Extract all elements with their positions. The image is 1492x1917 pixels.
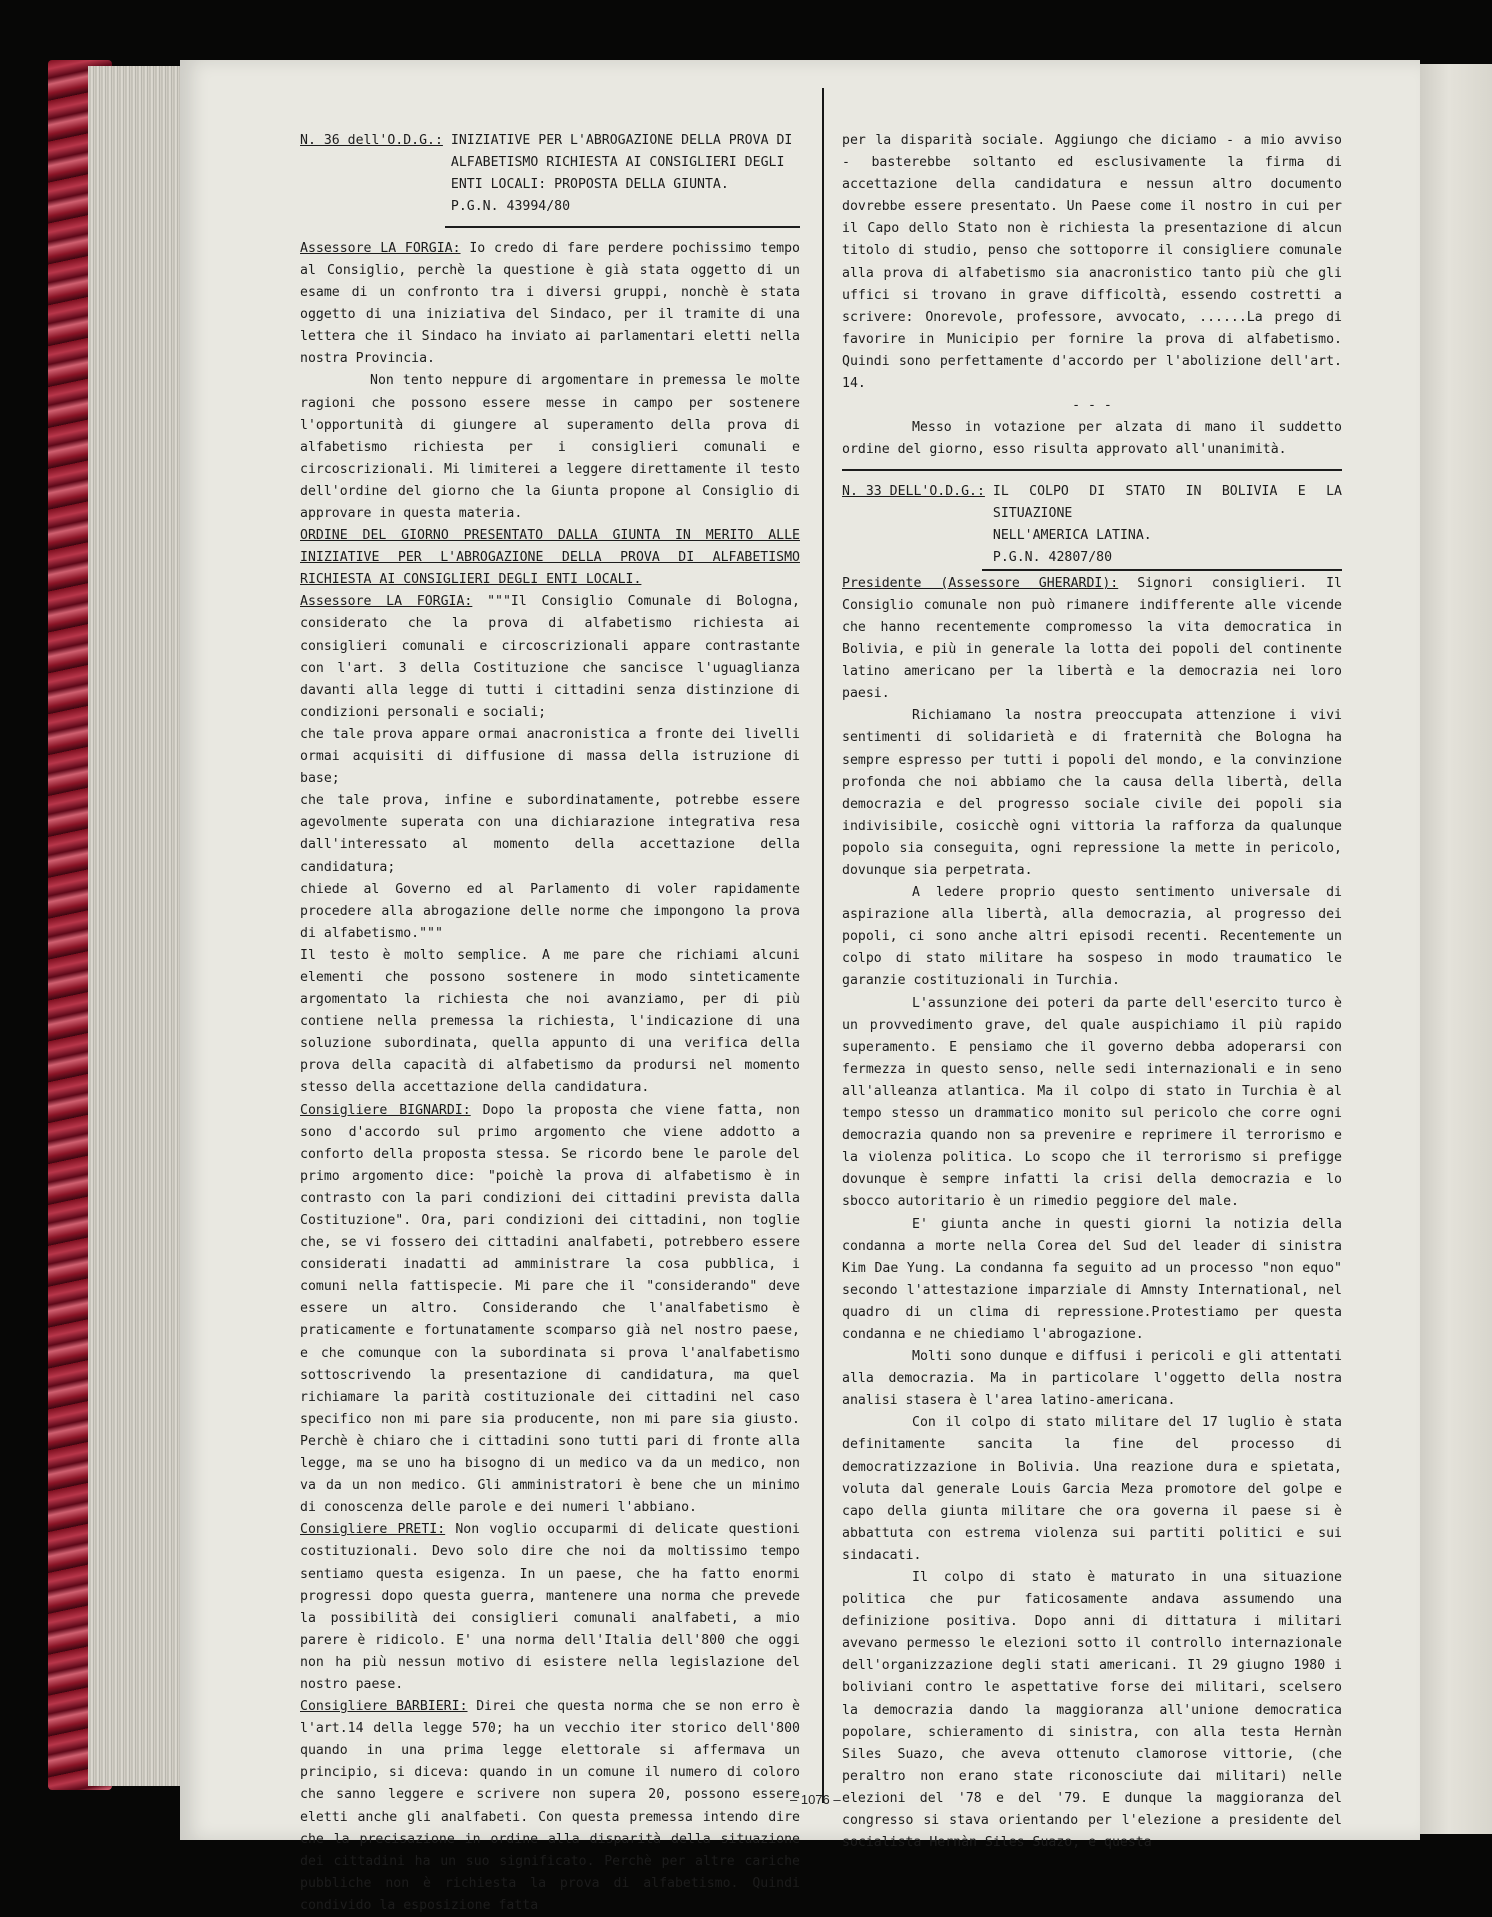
agenda-title-line: ALFABETISMO RICHIESTA AI CONSIGLIERI DEGLI (450, 155, 785, 171)
next-page-edge (1420, 64, 1492, 1834)
speech-paragraph (300, 591, 800, 724)
speech-paragraph: E' giunta anche in questi giorni la notizia della condanna a morte nella Corea del Sud del leader di sinistra Kim Dae Yung. La condanna fa seguito ad un processo "non equo" secondo l'attestazione imparziale di Amnsty International, nel quadro di un clima di repressione.Protestiamo per questa condanna e ne chiediamo l'abrogazione. (842, 1216, 1342, 1342)
speech-text: Direi che questa norma che se non erro è l'art.14 della legge 570; ha un vecchio iter storico dell'800 quando in una prima legge elettorale si affermava un principio, si diceva: quando in un comune il numero di coloro che sanno leggere e scrivere non supera 20, possono essere eletti anche gli analfabeti. Con questa premessa intendo dire che la precisazione in ordine alla disparità della situazione dei cittadini ha un suo significato. Perchè per altre cariche pubbliche non è richiesta la prova di alfabetismo. Quindi condivido la esposizione fatta (300, 1699, 800, 1913)
agenda-title-line: NELL'AMERICA LATINA. (992, 528, 1152, 544)
vote-result: Messo in votazione per alzata di mano il suddetto ordine del giorno, esso risulta approvato all'unanimità. (842, 420, 1342, 458)
header-rule (445, 226, 800, 228)
agenda-item-33-header (842, 481, 1342, 569)
speech-paragraph: Richiamano la nostra preoccupata attenzione i vivi sentimenti di solidarietà e di fraternità che Bologna ha sempre espresso per tutti i popoli del mondo, e la convinzione profonda che noi abbiamo che la causa della libertà, della democrazia e del progresso sociale civile dei popoli sia indivisibile, cosicchè ogni vittoria la rafforza da qualunque popolo sia conseguita, ogni repressione la mette in pericolo, dovunque sia perpetrata. (842, 708, 1342, 878)
column-divider (822, 88, 824, 1803)
right-column (842, 130, 1342, 1854)
speaker-name: Assessore LA FORGIA: (300, 240, 461, 256)
speech-text: Io credo di fare perdere pochissimo tempo al Consiglio, perchè la questione è già stata oggetto di un esame di un confronto tra i diversi gruppi, nonchè è stata oggetto di una iniziativa del Sindaco, per il tramite di una lettera che il Sindaco ha inviato ai parlamentari eletti nella nostra Provincia. (300, 240, 800, 367)
book-page-edges (88, 66, 184, 1786)
agenda-title-line: ENTI LOCALI: PROPOSTA DELLA GIUNTA. (450, 177, 729, 193)
speech-paragraph: chiede al Governo ed al Parlamento di voler rapidamente procedere alla abrogazione delle norme che impongono la prova di alfabetismo.""" (300, 881, 800, 941)
speech-paragraph: Il colpo di stato è maturato in una situazione politica che pur faticosamente andava assumendo una definizione positiva. Dopo anni di dittatura i militari avevano permesso le elezioni sotto il controllo internazionale dell'organizzazione degli stati americani. Il 29 giugno 1980 i boliviani contro le aspettative forse dei militari, scelsero la democrazia dando la maggioranza all'unione democratica popolare, schieramento di sinistra, con alla testa Hernàn Siles Suazo, che aveva ottenuto clamorose vittorie, (che peraltro non erano state riconosciute dai militari) nelle elezioni del '78 e del '79. E dunque la maggioranza del congresso si stava orientando per l'elezione a presidente del socialista Hernàn Siles Suazo, e questa (842, 1570, 1342, 1851)
speech-text: Non voglio occuparmi di delicate questioni costituzionali. Devo solo dire che noi da moltissimo tempo sentiamo questa esigenza. In un paese, che ha fatto enormi progressi dopo questa guerra, mantenere una norma che prevede la possibilità dei consiglieri comunali analfabeti, a mio parere è ridicolo. E' una norma dell'Italia dell'800 che oggi non ha più nessun motivo di esistere nella legislazione del nostro paese. (300, 1522, 800, 1692)
speech-paragraph (300, 1696, 800, 1917)
agenda-protocol-number: P.G.N. 43994/80 (450, 199, 571, 215)
section-rule (842, 469, 1342, 471)
speaker-name: Assessore LA FORGIA: (300, 594, 473, 610)
left-column (300, 130, 800, 1917)
speaker-name: Consigliere PRETI: (300, 1522, 446, 1538)
agenda-title-line: INIZIATIVE PER L'ABROGAZIONE DELLA PROVA DI (450, 133, 793, 148)
speech-paragraph (300, 1100, 800, 1520)
section-separator: - - - (1072, 398, 1112, 414)
header-rule (982, 569, 1342, 571)
agenda-item-36-header (300, 130, 800, 218)
agenda-title-line: IL COLPO DI STATO IN BOLIVIA E LA SITUAZIONE (992, 483, 1342, 521)
speech-paragraph: Non tento neppure di argomentare in premessa le molte ragioni che possono essere messe in campo per sostenere l'opportunità di giungere al superamento della prova di alfabetismo richiesta per i consiglieri comunali e circoscrizionali. Mi limiterei a leggere direttamente il testo dell'ordine del giorno che la Giunta propone al Consiglio di approvare in questa materia. (300, 373, 800, 521)
agenda-item-number: N. 36 dell'O.D.G.: (300, 133, 443, 148)
speech-paragraph: L'assunzione dei poteri da parte dell'esercito turco è un provvedimento grave, del quale auspichiamo il più rapido superamento. E pensiamo che il governo debba adoperarsi con fermezza in questo senso, nelle sedi internazionali e in seno all'alleanza atlantica. Ma il colpo di stato in Turchia è al tempo stesso un drammatico monito sul pericolo che corre ogni democrazia quando non sa prevenire e reprimere il terrorismo e la violenza politica. Lo scopo che il terrorismo si prefigge dovunque è sempre infatti la crisi della democrazia e lo sbocco autoritario è un rimedio peggiore del male. (842, 995, 1342, 1210)
page-number: – 1076 – (790, 1792, 841, 1807)
speech-paragraph: che tale prova appare ormai anacronistica a fronte dei livelli ormai acquisiti di diffusione di massa della istruzione di base; (300, 726, 800, 787)
agenda-item-number: N. 33 DELL'O.D.G.: (842, 483, 985, 499)
order-of-day-title: ORDINE DEL GIORNO PRESENTATO DALLA GIUNTA IN MERITO ALLE INIZIATIVE PER L'ABROGAZIONE DELLA PROVA DI ALFABETISMO RICHIESTA AI CONSIGLIERI DEGLI ENTI LOCALI. (300, 528, 800, 588)
speech-paragraph: A ledere proprio questo sentimento universale di aspirazione alla libertà, alla democrazia, al progresso dei popoli, ci sono anche altri episodi recenti. Recentemente un colpo di stato militare ha sospeso in modo traumatico le garanzie costituzionali in Turchia. (842, 885, 1342, 989)
speech-paragraph: Molti sono dunque e diffusi i pericoli e gli attentati alla democrazia. Ma in particolare l'oggetto della nostra analisi stasera è l'area latino-americana. (842, 1349, 1342, 1409)
speaker-name: Presidente (Assessore GHERARDI): (842, 575, 1119, 591)
speech-text: """Il Consiglio Comunale di Bologna, considerato che la prova di alfabetismo richiesta ai consiglieri comunali e circoscrizionali appare contrastante con l'art. 3 della Costituzione che sancisce l'uguaglianza davanti alla legge di tutti i cittadini senza distinzione di condizioni personali e sociali; (300, 594, 800, 720)
speech-paragraph (300, 1519, 800, 1696)
speech-paragraph: Con il colpo di stato militare del 17 luglio è stata definitamente sancita la fine del processo di democratizzazione in Bolivia. Una reazione dura e spietata, voluta dal generale Louis Garcia Meza promotore del golpe e capo della giunta militare che ora governa il paese si è abbattuta con estrema violenza sui partiti politici e sui sindacati. (842, 1415, 1342, 1563)
speech-paragraph (842, 573, 1342, 706)
speaker-name: Consigliere BIGNARDI: (300, 1102, 471, 1118)
agenda-protocol-number: P.G.N. 42807/80 (992, 550, 1113, 566)
speaker-name: Consigliere BARBIERI: (300, 1699, 468, 1715)
speech-paragraph: Il testo è molto semplice. A me pare che richiami alcuni elementi che possono sostenere in modo sinteticamente argomentato la richiesta che noi avanziamo, per di più contiene nella premessa la richiesta, l'indicazione di una soluzione subordinata, quella appunto di una verifica della prova della capacità di alfabetismo da prodursi nel momento stesso della accettazione della candidatura. (300, 947, 800, 1096)
speech-paragraph (300, 238, 800, 371)
speech-paragraph: che tale prova, infine e subordinatamente, potrebbe essere agevolmente superata con una dichiarazione integrativa resa dall'interessato al momento della accettazione della candidatura; (300, 793, 800, 875)
speech-text: Signori consiglieri. Il Consiglio comunale non può rimanere indifferente alle vicende che hanno recentemente compromesso la vita democratica in Bolivia, e più in generale la lotta dei popoli del continente latino americano per la libertà e la democrazia nei loro paesi. (842, 575, 1342, 702)
speech-text: Dopo la proposta che viene fatta, non sono d'accordo sul primo argomento che viene addotto a conforto della proposta stessa. Se ricordo bene le parole del primo argomento dice: "poichè la prova di alfabetismo è in contrasto con la pari condizioni dei cittadini prevista dalla Costituzione". Ora, pari condizioni dei cittadini, non toglie che, se vi fossero dei cittadini analfabeti, potrebbero essere considerati inadatti ad amministrare la cosa pubblica, i comuni nella fattispecie. Mi pare che il "considerando" deve essere un altro. Considerando che l'analfabetismo è praticamente e fortunatamente scomparso già nel nostro paese, e che comunque con la subordinata si prova l'analfabetismo sottoscrivendo la presentazione di candidatura, ma quel richiamare la parità costituzionale dei cittadini nel caso specifico non mi pare sia producente, non mi pare sia giusto. Perchè è chiaro che i cittadini sono tutti pari di fronte alla legge, ma se uno ha bisogno di un medico va da un medico, non va da un non medico. Gli amministratori è bene che un minimo di conoscenza delle parole e dei numeri l'abbiano. (300, 1102, 801, 1516)
speech-paragraph: per la disparità sociale. Aggiungo che diciamo - a mio avviso - basterebbe soltanto ed esclusivamente la firma di accettazione della candidatura e nessun altro documento dovrebbe essere presentato. Un Paese come il nostro in cui per il Capo dello Stato non è richiesta la presentazione di alcun titolo di studio, penso che sottoporre il consigliere comunale alla prova di alfabetismo sia anacronistico tanto più che gli uffici si trovano in grave difficoltà, essendo costretti a scrivere: Onorevole, professore, avvocato, ......La prego di favorire in Municipio per fornire la prova di alfabetismo. Quindi sono perfettamente d'accordo per l'abolizione dell'art. 14. (842, 133, 1342, 392)
